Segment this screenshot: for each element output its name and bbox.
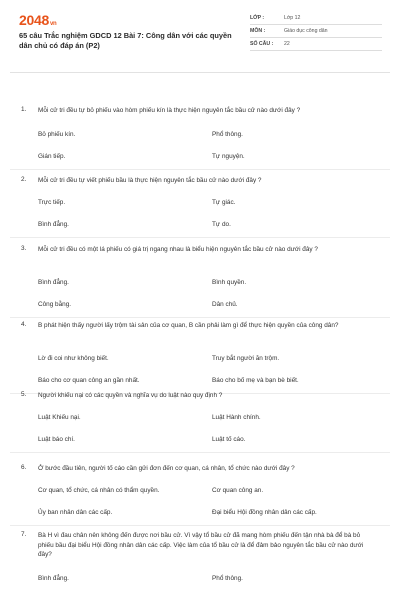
answer-option[interactable]: Tự nguyện. [212, 153, 245, 160]
meta-key: SỐ CÂU : [250, 41, 274, 47]
answer-option[interactable]: Bỏ phiếu kín. [38, 131, 76, 138]
question-text: Ở bước đầu tiên, người tố cáo cần gửi đơn đến cơ quan, cá nhân, tổ chức nào dưới đây ? [38, 465, 295, 472]
question-divider [10, 452, 390, 453]
answer-option[interactable]: Tự do. [212, 221, 231, 228]
answer-option[interactable]: Bình đẳng. [38, 575, 69, 582]
logo-suffix: vn [49, 21, 57, 27]
document-title: 65 câu Trắc nghiệm GDCD 12 Bài 7: Công dân với các quyền dân chủ có đáp án (P2) [19, 31, 232, 50]
question-number: 3. [21, 245, 27, 252]
meta-value: 22 [284, 41, 290, 47]
meta-row-subject [250, 25, 382, 38]
answer-option[interactable]: Báo cho cơ quan công an gần nhất. [38, 377, 140, 384]
question-text: Bà H vì đau chân nên không đến được nơi bầu cử. Vì vậy tổ bầu cử đã mang hòm phiếu đến tận nhà bà để bà bỏ phiếu bầu đại biểu Hội đồng nhân dân các cấp. Việc làm của tổ bầu cử là để đảm bảo nguyên tắc bầu cử nào dưới đây? [38, 532, 364, 559]
question-divider [10, 169, 390, 170]
document-meta [250, 12, 382, 51]
answer-option[interactable]: Phổ thông. [212, 575, 243, 582]
question-number: 7. [21, 531, 27, 538]
meta-row-count [250, 38, 382, 51]
answer-option[interactable]: Công bằng. [38, 301, 72, 308]
answer-option[interactable]: Lờ đi coi như không biết. [38, 355, 109, 362]
question-divider [10, 237, 390, 238]
answer-option[interactable]: Trực tiếp. [38, 199, 66, 206]
question-text: Mỗi cử tri đều tự bỏ phiếu vào hòm phiếu kín là thực hiện nguyên tắc bầu cử nào dưới đây ? [38, 107, 301, 114]
answer-option[interactable]: Bình đẳng. [38, 279, 69, 286]
answer-option[interactable]: Ủy ban nhân dân các cấp. [38, 509, 113, 516]
answer-option[interactable]: Đại biểu Hội đồng nhân dân các cấp. [212, 509, 317, 516]
header-divider [10, 72, 390, 73]
question-divider [10, 525, 390, 526]
answer-option[interactable]: Bình quyền. [212, 279, 247, 286]
question-number: 2. [21, 176, 27, 183]
answer-option[interactable]: Cơ quan, tổ chức, cá nhân có thẩm quyền. [38, 487, 160, 494]
answer-option[interactable]: Bình đẳng. [38, 221, 69, 228]
answer-option[interactable]: Luật báo chí. [38, 436, 75, 443]
question-divider [10, 317, 390, 318]
answer-option[interactable]: Tự giác. [212, 199, 236, 206]
answer-option[interactable]: Luật tố cáo. [212, 436, 246, 443]
answer-option[interactable]: Báo cho bố mẹ và bạn bè biết. [212, 377, 299, 384]
meta-key: MÔN : [250, 28, 266, 34]
document-header [0, 0, 400, 66]
question-text: Mỗi cử tri đều có một lá phiếu có giá trị ngang nhau là biểu hiện nguyên tắc bầu cử nào dưới đây ? [38, 246, 318, 253]
question-number: 4. [21, 321, 27, 328]
answer-option[interactable]: Luật Khiếu nại. [38, 414, 81, 421]
site-logo[interactable] [19, 13, 56, 31]
meta-value: Lớp 12 [284, 15, 301, 21]
meta-key: LỚP : [250, 15, 265, 21]
answer-option[interactable]: Cơ quan công an. [212, 487, 264, 494]
question-text: Mỗi cử tri đều tự viết phiếu bầu là thực hiện nguyên tắc bầu cử nào dưới đây ? [38, 177, 262, 184]
answer-option[interactable]: Phổ thông. [212, 131, 243, 138]
answer-option[interactable]: Dân chủ. [212, 301, 238, 308]
meta-row-class [250, 12, 382, 25]
question-number: 5. [21, 391, 27, 398]
answer-option[interactable]: Truy bắt người ăn trộm. [212, 355, 280, 362]
question-number: 6. [21, 464, 27, 471]
logo-text: 2048 [19, 12, 49, 28]
question-text: B phát hiện thấy người lấy trộm tài sản của cơ quan, B cần phải làm gì để thực hiện quyền của công dân? [38, 322, 339, 329]
question-number: 1. [21, 106, 27, 113]
answer-option[interactable]: Luật Hành chính. [212, 414, 261, 421]
answer-option[interactable]: Gián tiếp. [38, 153, 66, 160]
meta-value: Giáo dục công dân [284, 28, 328, 34]
question-text: Người khiếu nại có các quyền và nghĩa vụ do luật nào quy định ? [38, 392, 223, 399]
